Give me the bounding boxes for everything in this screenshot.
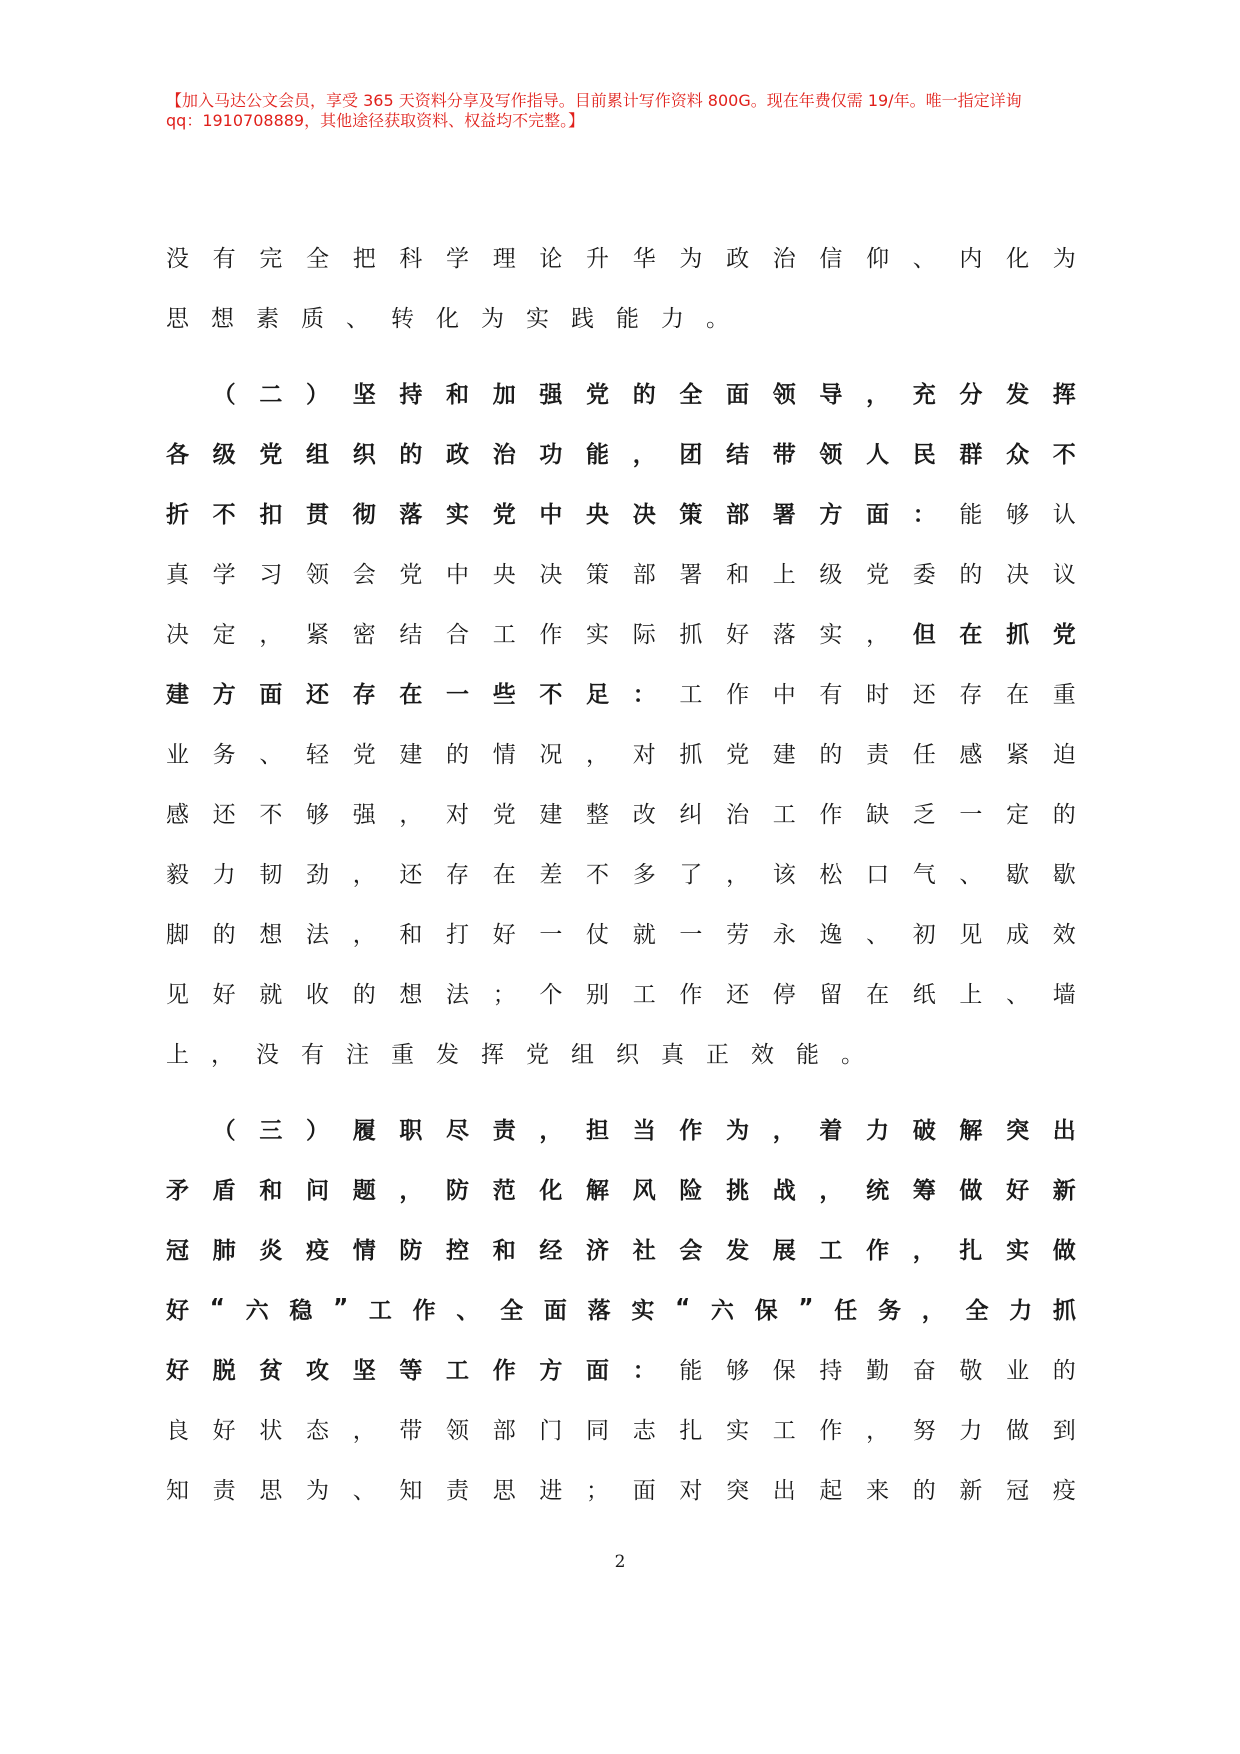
text-line: 冠 肺 炎 疫 情 防 控 和 经 济 社 会 发 展 工 作 ， 扎 实 做 <box>166 1237 1076 1264</box>
paragraph <box>166 1098 1076 1518</box>
paragraph <box>166 362 1076 1082</box>
paragraph <box>166 226 1076 346</box>
text-line: 感 还 不 够 强 ， 对 党 建 整 改 纠 治 工 作 缺 乏 一 定 的 <box>166 801 1076 828</box>
text-line: 毅 力 韧 劲 ， 还 存 在 差 不 多 了 ， 该 松 口 气 、 歇 歇 <box>166 861 1076 888</box>
text-line: 良 好 状 态 ， 带 领 部 门 同 志 扎 实 工 作 ， 努 力 做 到 <box>166 1417 1076 1444</box>
text-line: 上 ， 没 有 注 重 发 挥 党 组 织 真 正 效 能 。 <box>166 1041 864 1068</box>
text-line: 好 脱 贫 攻 坚 等 工 作 方 面 ： 能 够 保 持 勤 奋 敬 业 的 <box>166 1357 1076 1384</box>
text-line: 脚 的 想 法 ， 和 打 好 一 仗 就 一 劳 永 逸 、 初 见 成 效 <box>166 921 1076 948</box>
text-line: 业 务 、 轻 党 建 的 情 况 ， 对 抓 党 建 的 责 任 感 紧 迫 <box>166 741 1076 768</box>
text-line: 知 责 思 为 、 知 责 思 进 ； 面 对 突 出 起 来 的 新 冠 疫 <box>166 1477 1076 1504</box>
text-line: 见 好 就 收 的 想 法 ； 个 别 工 作 还 停 留 在 纸 上 、 墙 <box>166 981 1076 1008</box>
text-line: 好 “ 六 稳 ” 工 作 、 全 面 落 实 “ 六 保 ” 任 务 ， 全 力 抓 <box>166 1295 1076 1324</box>
text-line: 各 级 党 组 织 的 政 治 功 能 ， 团 结 带 领 人 民 群 众 不 <box>166 441 1076 468</box>
promo-banner-line-2: qq：1910708889，其他途径获取资料、权益均不完整。】 <box>166 111 585 130</box>
text-line: 折 不 扣 贯 彻 落 实 党 中 央 决 策 部 署 方 面 ： 能 够 认 <box>166 501 1076 528</box>
text-line: 矛 盾 和 问 题 ， 防 范 化 解 风 险 挑 战 ， 统 筹 做 好 新 <box>166 1177 1076 1204</box>
text-line: 没 有 完 全 把 科 学 理 论 升 华 为 政 治 信 仰 、 内 化 为 <box>166 245 1076 272</box>
page-number: 2 <box>614 1552 626 1572</box>
promo-banner-line-1: 【加入马达公文会员，享受 365 天资料分享及写作指导。目前累计写作资料 800G。现在年费仅需 19/年。唯一指定详询 <box>166 91 1022 110</box>
text-line: （ 二 ） 坚 持 和 加 强 党 的 全 面 领 导 ， 充 分 发 挥 <box>212 381 1076 408</box>
text-line: 真 学 习 领 会 党 中 央 决 策 部 署 和 上 级 党 委 的 决 议 <box>166 561 1076 588</box>
text-line: （ 三 ） 履 职 尽 责 ， 担 当 作 为 ， 着 力 破 解 突 出 <box>212 1117 1076 1144</box>
text-line: 决 定 ， 紧 密 结 合 工 作 实 际 抓 好 落 实 ， 但 在 抓 党 <box>166 621 1076 648</box>
text-line: 思 想 素 质 、 转 化 为 实 践 能 力 。 <box>166 305 729 332</box>
promo-banner <box>166 91 1076 131</box>
body-text <box>166 226 1076 1518</box>
text-line: 建 方 面 还 存 在 一 些 不 足 ： 工 作 中 有 时 还 存 在 重 <box>166 681 1076 708</box>
